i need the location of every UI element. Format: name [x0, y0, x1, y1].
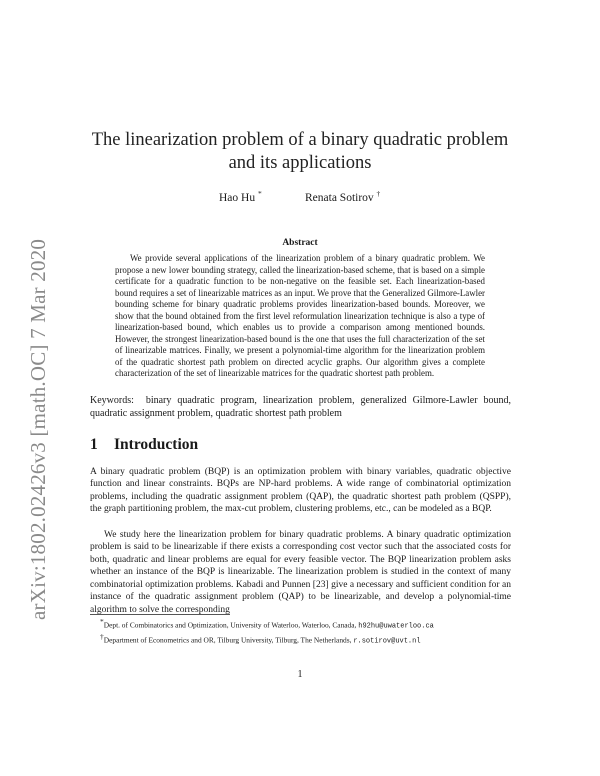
- keywords-label: Keywords:: [90, 395, 134, 406]
- footnote-text: Department of Econometrics and OR, Tilburg University, Tilburg, The Netherlands,: [103, 635, 352, 645]
- footnote-mark: *: [100, 617, 104, 626]
- section-heading: [90, 436, 198, 454]
- intro-paragraph-1: A binary quadratic problem (BQP) is an optimization problem with binary variables, quadratic objective function and linear constraints. BQPs are NP-hard problems. A wide range of combinatorial optimization problems, including the quadratic assignment problem (QAP), the quadratic shortest path problem (QSPP), the graph partitioning problem, the max-cut problem, clustering problems, etc., can be modeled as a BQP.: [90, 467, 511, 515]
- author-name: Renata Sotirov: [305, 191, 374, 204]
- author-name: Hao Hu: [219, 191, 256, 204]
- keywords-text: binary quadratic program, linearization problem, generalized Gilmore-Lawler bound, quadratic assignment problem, quadratic shortest path problem: [90, 395, 511, 419]
- affiliation-mark: *: [257, 189, 262, 198]
- footnote-mark: †: [100, 631, 104, 641]
- affiliation-mark: †: [376, 189, 381, 198]
- intro-paragraph-2: We study here the linearization problem for binary quadratic problems. A binary quadratic optimization problem is said to be linearizable if there exists a corresponding cost vector such that the associated costs for both, quadratic and linear problems are equal for every feasible vector. The BQP linearization problem asks whether an instance of the BQP is linearizable. The linearization problem is studied in the context of many combinatorial optimization problems. Kabadi and Punnen [23] give a necessary and sufficient condition for an instance of the quadratic assignment problem (QAP) to be linearizable, and develop a polynomial-time algorithm to solve the corresponding: [90, 530, 511, 615]
- keywords: [90, 395, 511, 420]
- author-renata-sotirov: [305, 189, 380, 204]
- footnote-email: r.sotirov@uvt.nl: [353, 637, 421, 646]
- arxiv-identifier-stamp: arXiv:1802.02426v3 [math.OC] 7 Mar 2020: [26, 238, 50, 620]
- paper-title: The linearization problem of a binary quadratic problem and its applications: [91, 130, 509, 173]
- footnote-email: h92hu@uwaterloo.ca: [358, 622, 434, 631]
- footnote-text: Dept. of Combinatorics and Optimization, University of Waterloo, Waterloo, Canada,: [103, 620, 357, 630]
- footnote-rule: [90, 614, 230, 615]
- section-title: Introduction: [114, 436, 199, 453]
- abstract-heading: Abstract: [282, 238, 318, 248]
- footnote-1: [90, 617, 511, 632]
- page-number: 1: [297, 669, 303, 680]
- footnote-2: [90, 632, 511, 647]
- abstract-text: We provide several applications of the linearization problem of a binary quadratic problem. We propose a new lower bounding strategy, called the linearization-based scheme, that is based on a simple certificate for a quadratic function to be non-negative on the feasible set. Each linearization-based bound requires a set of linearizable matrices as an input. We prove that the Generalized Gilmore-Lawler bounding scheme for binary quadratic problems provides linearization-based bounds. Moreover, we show that the bound obtained from the first level reformulation linearization technique is also a type of linearization-based bound, which enables us to provide a comparison among mentioned bounds. However, the strongest linearization-based bound is the one that uses the full characterization of the set of linearizable matrices. Finally, we present a polynomial-time algorithm for the linearization problem of the quadratic shortest path problem on directed acyclic graphs. Our algorithm gives a complete characterization of the set of linearizable matrices for the quadratic shortest path problem.: [115, 253, 485, 379]
- footnotes: [90, 617, 511, 646]
- author-hao-hu: [219, 189, 262, 204]
- section-number: 1: [90, 436, 98, 453]
